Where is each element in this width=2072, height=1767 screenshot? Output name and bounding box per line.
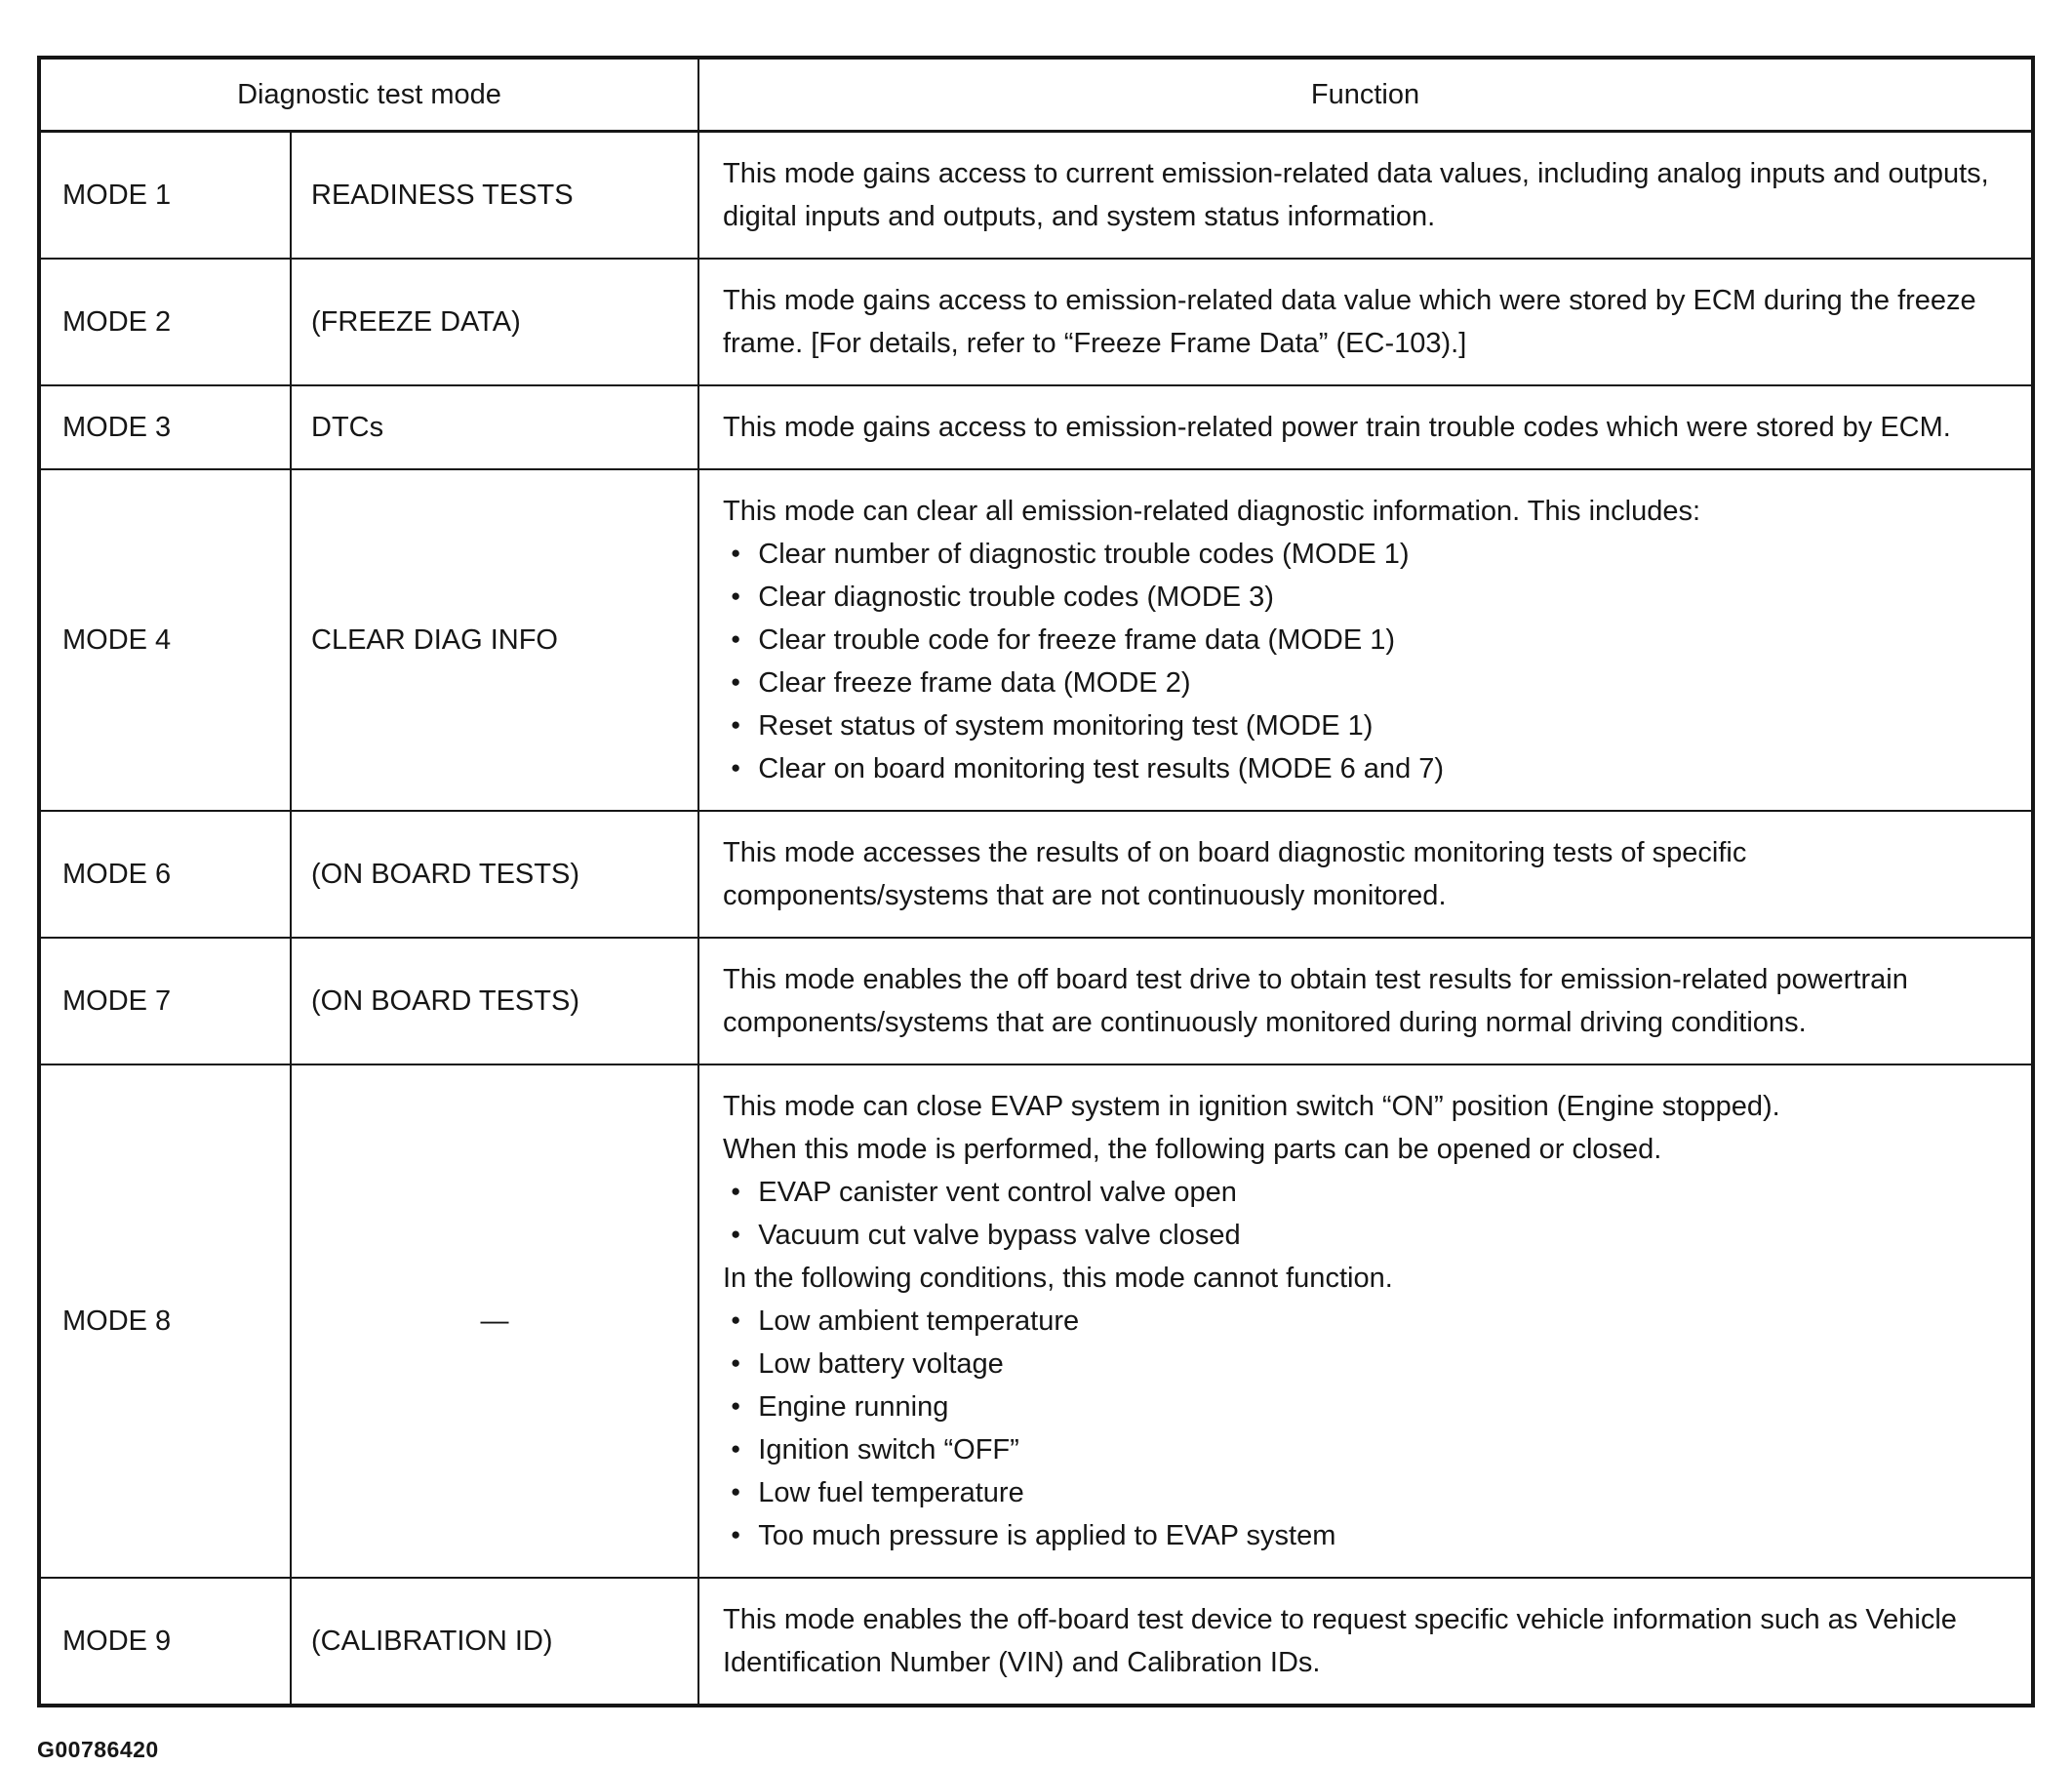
function-line: This mode enables the off board test drive to obtain test results for emission-related powertrain components/systems that are continuously monitored during normal driving conditions. — [723, 964, 1908, 1038]
mode-name-cell: DTCs — [291, 385, 698, 469]
bullet-icon: ● — [731, 629, 741, 648]
mode-cell: MODE 2 — [39, 259, 291, 385]
bullet-icon: ● — [731, 1396, 741, 1415]
table-row-mode3 — [39, 385, 2033, 469]
function-bullet-line — [723, 1428, 2006, 1471]
function-bullet-line — [723, 1343, 2006, 1385]
function-line-text: Engine running — [758, 1391, 949, 1423]
header-function: Function — [698, 58, 2033, 132]
table-row-mode8 — [39, 1064, 2033, 1578]
table-row-mode2 — [39, 259, 2033, 385]
function-line-text: Clear on board monitoring test results (MODE 6 and 7) — [758, 753, 1445, 784]
bullet-icon: ● — [731, 1482, 741, 1501]
mode-cell: MODE 4 — [39, 469, 291, 811]
function-cell — [698, 469, 2033, 811]
function-cell — [698, 938, 2033, 1064]
function-line: This mode gains access to emission-related power train trouble codes which were stored by ECM. — [723, 412, 1951, 443]
function-line: When this mode is performed, the following parts can be opened or closed. — [723, 1134, 1662, 1165]
function-bullet-line — [723, 662, 2006, 704]
diagnostic-test-mode-table — [37, 56, 2035, 1707]
table-header-row — [39, 58, 2033, 132]
function-line: In the following conditions, this mode cannot function. — [723, 1263, 1393, 1294]
function-cell — [698, 259, 2033, 385]
function-bullet-line — [723, 1171, 2006, 1214]
function-line-text: Too much pressure is applied to EVAP system — [758, 1520, 1336, 1551]
function-line-text: Vacuum cut valve bypass valve closed — [758, 1220, 1241, 1251]
function-line: This mode can clear all emission-related diagnostic information. This includes: — [723, 496, 1701, 527]
function-line-text: EVAP canister vent control valve open — [758, 1177, 1237, 1208]
table-row-mode6 — [39, 811, 2033, 938]
function-bullet-line — [723, 747, 2006, 790]
figure-code: G00786420 — [37, 1737, 159, 1762]
function-bullet-line — [723, 1385, 2006, 1428]
function-bullet-line — [723, 1300, 2006, 1343]
table-row-mode4 — [39, 469, 2033, 811]
function-line-text: Low fuel temperature — [758, 1477, 1024, 1508]
mode-name-cell: (CALIBRATION ID) — [291, 1578, 698, 1706]
bullet-icon: ● — [731, 758, 741, 777]
function-cell — [698, 1064, 2033, 1578]
mode-cell: MODE 1 — [39, 132, 291, 260]
table-row-mode1 — [39, 132, 2033, 260]
mode-cell: MODE 3 — [39, 385, 291, 469]
function-line-text: Low ambient temperature — [758, 1305, 1080, 1337]
mode-name-cell: CLEAR DIAG INFO — [291, 469, 698, 811]
function-cell — [698, 132, 2033, 260]
bullet-icon: ● — [731, 1182, 741, 1200]
function-bullet-line — [723, 704, 2006, 747]
function-bullet-line — [723, 1471, 2006, 1514]
function-line: This mode enables the off-board test device to request specific vehicle information such as Vehicle Identification Number (VIN) and Calibration IDs. — [723, 1604, 1957, 1678]
bullet-icon: ● — [731, 1225, 741, 1243]
mode-cell: MODE 6 — [39, 811, 291, 938]
function-line-text: Ignition switch “OFF” — [758, 1434, 1019, 1466]
bullet-icon: ● — [731, 1525, 741, 1544]
mode-cell: MODE 9 — [39, 1578, 291, 1706]
mode-cell: MODE 7 — [39, 938, 291, 1064]
bullet-icon: ● — [731, 715, 741, 734]
function-line-text: Clear number of diagnostic trouble codes (MODE 1) — [758, 539, 1410, 570]
function-line-text: Clear freeze frame data (MODE 2) — [758, 667, 1191, 699]
function-cell — [698, 385, 2033, 469]
function-line-text: Clear trouble code for freeze frame data (MODE 1) — [758, 624, 1396, 656]
bullet-icon: ● — [731, 1310, 741, 1329]
bullet-icon: ● — [731, 1353, 741, 1372]
function-line: This mode gains access to emission-related data value which were stored by ECM during the freeze frame. [For details, refer to “Freeze Frame Data” (EC-103).] — [723, 285, 1976, 359]
table-row-mode7 — [39, 938, 2033, 1064]
function-bullet-line — [723, 576, 2006, 619]
bullet-icon: ● — [731, 1439, 741, 1458]
bullet-icon: ● — [731, 543, 741, 562]
function-line: This mode accesses the results of on board diagnostic monitoring tests of specific components/systems that are not continuously monitored. — [723, 837, 1747, 911]
function-line-text: Reset status of system monitoring test (MODE 1) — [758, 710, 1374, 742]
mode-cell: MODE 8 — [39, 1064, 291, 1578]
mode-name-cell: — — [291, 1064, 698, 1578]
function-cell — [698, 811, 2033, 938]
function-line: This mode gains access to current emission-related data values, including analog inputs and outputs, digital inputs and outputs, and system status information. — [723, 158, 1989, 232]
function-bullet-line — [723, 1514, 2006, 1557]
function-line-text: Clear diagnostic trouble codes (MODE 3) — [758, 582, 1274, 613]
function-bullet-line — [723, 1214, 2006, 1257]
function-cell — [698, 1578, 2033, 1706]
mode-name-cell: (ON BOARD TESTS) — [291, 938, 698, 1064]
mode-name-cell: (FREEZE DATA) — [291, 259, 698, 385]
header-diagnostic-test-mode: Diagnostic test mode — [39, 58, 698, 132]
function-bullet-line — [723, 533, 2006, 576]
bullet-icon: ● — [731, 672, 741, 691]
function-bullet-line — [723, 619, 2006, 662]
table-row-mode9 — [39, 1578, 2033, 1706]
bullet-icon: ● — [731, 586, 741, 605]
function-line-text: Low battery voltage — [758, 1348, 1004, 1380]
function-line: This mode can close EVAP system in ignition switch “ON” position (Engine stopped). — [723, 1091, 1780, 1122]
mode-name-cell: READINESS TESTS — [291, 132, 698, 260]
mode-name-cell: (ON BOARD TESTS) — [291, 811, 698, 938]
